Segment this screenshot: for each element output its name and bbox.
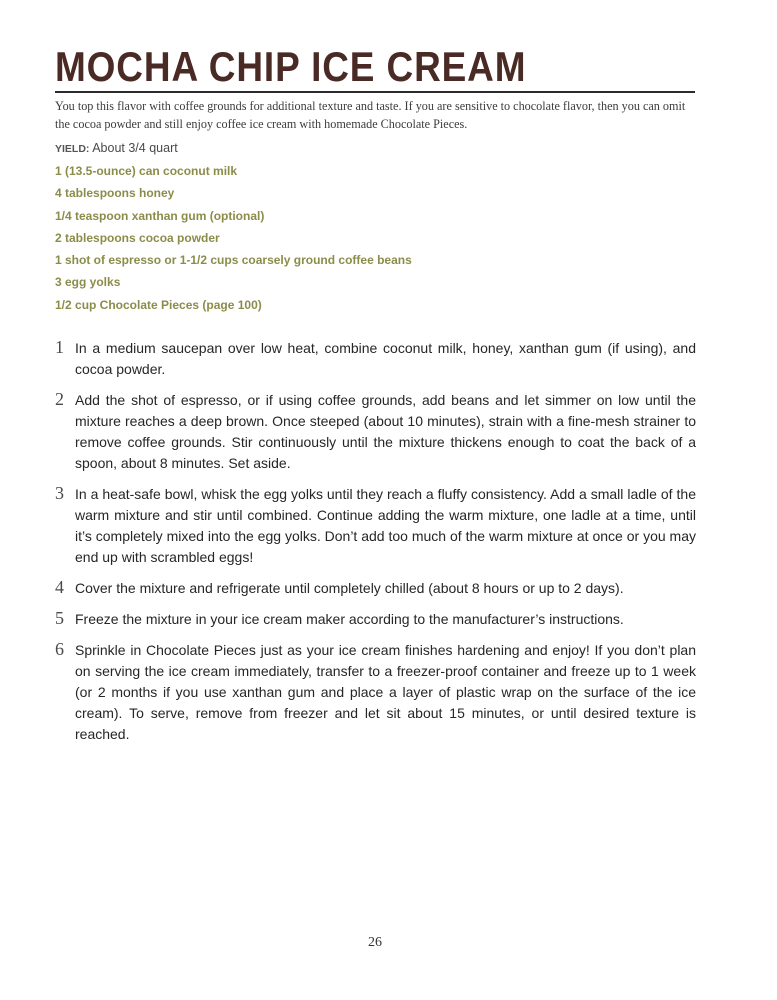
- ingredient-item: 4 tablespoons honey: [55, 186, 175, 201]
- step-text: In a heat-safe bowl, whisk the egg yolks until they reach a fluffy consistency. Add a small ladle of the warm mixture and stir until combined. Continue adding the warm mixture, one ladle at a time, until it’s completely mixed into the egg yolks. Don’t add too much of the warm mixture at once or you may end up with scrambled eggs!: [75, 486, 696, 565]
- step-text: Cover the mixture and refrigerate until completely chilled (about 8 hours or up to 2 days).: [75, 580, 624, 596]
- recipe-yield: [55, 140, 178, 157]
- step-text: Sprinkle in Chocolate Pieces just as your ice cream finishes hardening and enjoy! If you don’t plan on serving the ice cream immediately, transfer to a freezer-proof container and freeze up to 1 week (or 2 months if you use xanthan gum and place a layer of plastic wrap on the surface of the ice cream). To serve, remove from freezer and let sit about 15 minutes, or until desired texture is reached.: [75, 642, 696, 742]
- step-text: Add the shot of espresso, or if using coffee grounds, add beans and let simmer on low until the mixture reaches a deep brown. Once steeped (about 10 minutes), strain with a fine-mesh strainer to remove coffee grounds. Stir continuously until the mixture thickens enough to coat the back of a spoon, about 8 minutes. Set aside.: [75, 392, 696, 471]
- title-divider: [55, 91, 695, 93]
- step-number: 3: [55, 483, 64, 503]
- ingredient-list: [55, 163, 412, 319]
- yield-label: YIELD:: [55, 143, 90, 155]
- instruction-step: [55, 609, 696, 630]
- ingredient-item: 1 shot of espresso or 1-1/2 cups coarsely ground coffee beans: [55, 253, 412, 268]
- step-number: 4: [55, 577, 64, 597]
- instruction-step: [55, 484, 696, 568]
- step-number: 2: [55, 389, 64, 409]
- yield-value: About 3/4 quart: [92, 141, 178, 155]
- instruction-steps: [55, 338, 696, 745]
- recipe-title: MOCHA CHIP ICE CREAM: [55, 43, 527, 90]
- instruction-step: [55, 390, 696, 474]
- instruction-step: [55, 640, 696, 745]
- page-number: 26: [368, 935, 382, 950]
- recipe-intro: You top this flavor with coffee grounds for additional texture and taste. If you are sensitive to chocolate flavor, then you can omit the cocoa powder and still enjoy coffee ice cream with homemade Chocolate Pieces.: [55, 99, 686, 131]
- ingredient-item: 1/4 teaspoon xanthan gum (optional): [55, 208, 265, 223]
- step-text: Freeze the mixture in your ice cream maker according to the manufacturer’s instructions.: [75, 611, 624, 627]
- step-text: In a medium saucepan over low heat, combine coconut milk, honey, xanthan gum (if using), and cocoa powder.: [75, 340, 696, 377]
- step-number: 5: [55, 608, 64, 628]
- step-number: 1: [55, 337, 64, 357]
- step-number: 6: [55, 639, 64, 659]
- ingredient-item: 3 egg yolks: [55, 275, 121, 290]
- instruction-step: [55, 578, 696, 599]
- instruction-step: [55, 338, 696, 380]
- ingredient-item: 2 tablespoons cocoa powder: [55, 230, 220, 245]
- ingredient-item: 1/2 cup Chocolate Pieces (page 100): [55, 297, 262, 312]
- ingredient-item: 1 (13.5-ounce) can coconut milk: [55, 164, 238, 178]
